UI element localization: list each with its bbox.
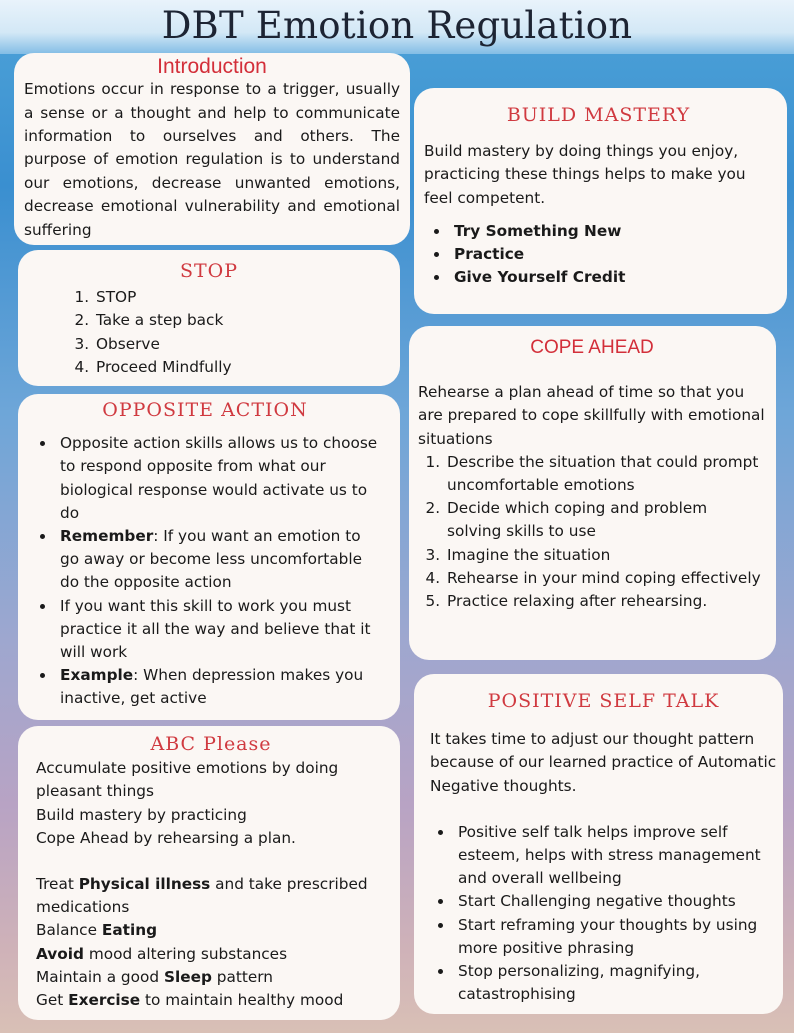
build-mastery-heading: BUILD MASTERY — [506, 104, 691, 126]
bold-label: Exercise — [68, 991, 141, 1010]
cope-ahead-card — [409, 326, 776, 660]
list-item: • If you want this skill to work you must practice it all the way and believe that it will work — [56, 595, 384, 665]
stop-list — [66, 286, 390, 379]
text: pattern — [211, 967, 273, 986]
opposite-action-heading: OPPOSITE ACTION — [102, 399, 308, 421]
please-line — [36, 966, 386, 989]
list-item: • Start reframing your thoughts by using more positive phrasing — [454, 914, 777, 960]
positive-self-talk-text: It takes time to adjust our thought pattern because of our learned practice of Automatic Negative thoughts. — [430, 730, 777, 795]
stop-card — [18, 250, 400, 386]
please-line — [36, 873, 386, 919]
bold-label: Sleep — [163, 967, 212, 986]
list-item: 4. Rehearse in your mind coping effectively — [445, 567, 766, 590]
positive-self-talk-list — [430, 821, 777, 1007]
bold-label: Eating — [101, 921, 158, 940]
cope-ahead-heading: COPE AHEAD — [530, 337, 654, 358]
list-item: 3. Observe — [94, 333, 390, 356]
list-item: 2. Take a step back — [94, 309, 390, 332]
list-item: • Opposite action skills allows us to choose to respond opposite from what our biological response would activate us to do — [56, 432, 384, 525]
cope-ahead-list — [418, 451, 766, 613]
page-title: DBT Emotion Regulation — [161, 4, 633, 47]
abc-line: Accumulate positive emotions by doing pleasant things — [36, 759, 339, 801]
opposite-action-card — [18, 394, 400, 720]
abc-line: Cope Ahead by rehearsing a plan. — [36, 828, 296, 847]
text: Treat — [36, 875, 79, 894]
introduction-text: Emotions occur in response to a trigger, usually a sense or a thought and help to communicate information to ourselves and others. The purpose of emotion regulation is to understand our emotions, decrease unwanted emotions, decrease emotional vulnerability and emotional suffering — [24, 80, 400, 239]
list-item: • Try Something New — [450, 220, 773, 243]
list-item: 1. STOP — [94, 286, 390, 309]
list-item — [56, 525, 384, 595]
text: mood altering substances — [83, 944, 288, 963]
list-item: • Give Yourself Credit — [450, 266, 773, 289]
bold-label: Avoid — [36, 944, 84, 963]
please-line — [36, 919, 386, 942]
text: and take prescribed medications — [36, 875, 368, 917]
introduction-heading: Introduction — [157, 55, 267, 78]
cope-ahead-text: Rehearse a plan ahead of time so that you are prepared to cope skillfully with emotional situations — [418, 383, 765, 448]
list-item: • Stop personalizing, magnifying, catastrophising — [454, 960, 777, 1006]
list-item-text: : If you want an emotion to go away or become less uncomfortable do the opposite action — [60, 527, 362, 592]
abc-please-card — [18, 726, 400, 1020]
list-item: 5. Practice relaxing after rehearsing. — [445, 590, 766, 613]
build-mastery-text: Build mastery by doing things you enjoy, practicing these things helps to make you feel competent. — [424, 142, 746, 207]
list-item — [56, 664, 384, 710]
abc-please-heading: ABC Please — [150, 733, 272, 755]
spacer — [36, 850, 386, 873]
please-line — [36, 943, 386, 966]
list-item: 3. Imagine the situation — [445, 544, 766, 567]
introduction-card — [14, 53, 410, 245]
list-item: 1. Describe the situation that could prompt uncomfortable emotions — [445, 451, 766, 497]
please-line — [36, 989, 386, 1012]
build-mastery-list — [424, 220, 773, 290]
list-item: 4. Proceed Mindfully — [94, 356, 390, 379]
list-item: • Start Challenging negative thoughts — [454, 890, 777, 913]
list-item: • Positive self talk helps improve self esteem, helps with stress management and overall wellbeing — [454, 821, 777, 891]
bold-label: Physical illness — [78, 875, 211, 894]
opposite-action-list — [26, 432, 384, 710]
stop-heading: STOP — [179, 260, 239, 282]
positive-self-talk-card — [414, 674, 783, 1014]
abc-line: Build mastery by practicing — [36, 805, 247, 824]
list-item: 2. Decide which coping and problem solving skills to use — [445, 497, 766, 543]
text: Get — [36, 991, 69, 1010]
text: Maintain a good — [36, 967, 164, 986]
positive-self-talk-heading: POSITIVE SELF TALK — [487, 690, 720, 712]
list-item: • Practice — [450, 243, 773, 266]
list-item-text: : When depression makes you inactive, get active — [60, 666, 364, 708]
bold-label: Example — [60, 666, 134, 685]
bold-label: Remember — [60, 527, 154, 546]
build-mastery-card — [414, 88, 787, 314]
text: to maintain healthy mood — [140, 991, 344, 1010]
text: Balance — [36, 921, 102, 940]
